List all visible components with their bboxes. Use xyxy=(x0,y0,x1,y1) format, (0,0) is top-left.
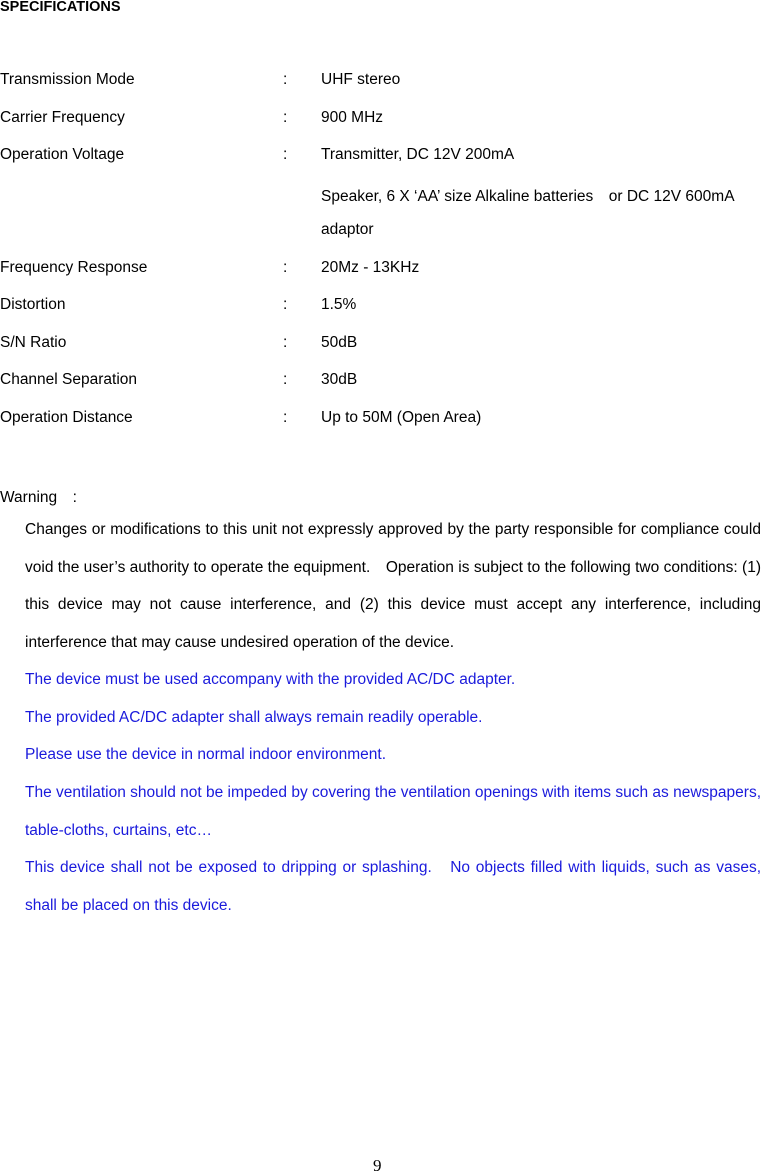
specifications-heading: SPECIFICATIONS xyxy=(0,0,121,15)
spec-label: Distortion xyxy=(0,296,66,313)
warning-paragraph-dripping: This device shall not be exposed to dripping or splashing. No objects filled with liquids, such as vases, shall be placed on this device. xyxy=(25,859,761,914)
spec-label: Channel Separation xyxy=(0,371,138,388)
warning-paragraph-ventilation: The ventilation should not be impeded by covering the ventilation openings with items such as newspapers, table-cloths, curtains, etc… xyxy=(25,784,761,839)
spec-label: Operation Distance xyxy=(0,409,133,426)
spec-row-carrier-frequency xyxy=(0,109,766,133)
spec-colon: : xyxy=(283,109,288,126)
spec-colon: : xyxy=(283,146,288,163)
spec-label: Operation Voltage xyxy=(0,146,125,163)
spec-colon: : xyxy=(283,71,288,88)
spec-value: Transmitter, DC 12V 200mA xyxy=(321,146,515,163)
warning-paragraph-fcc: Changes or modifications to this unit not expressly approved by the party responsible for compliance could void the user’s authority to operate the equipment. Operation is subject to the following two conditions: (1) this device may not cause interference, and (2) this device must accept any interference, including interference that may cause undesired operation of the device. xyxy=(25,521,761,651)
spec-value: UHF stereo xyxy=(321,71,401,88)
spec-colon: : xyxy=(283,296,288,313)
spec-label: Transmission Mode xyxy=(0,71,135,88)
spec-colon: : xyxy=(283,334,288,351)
spec-colon: : xyxy=(283,371,288,388)
warning-label: Warning : xyxy=(0,489,77,506)
spec-row-channel-separation xyxy=(0,371,766,395)
spec-colon: : xyxy=(283,259,288,276)
warning-paragraph-adapter: The device must be used accompany with the provided AC/DC adapter. xyxy=(25,671,516,688)
spec-value: 30dB xyxy=(321,371,358,388)
spec-row-distortion xyxy=(0,296,766,320)
spec-label: Frequency Response xyxy=(0,259,148,276)
page-number: 9 xyxy=(373,1156,382,1175)
warning-paragraph-adapter-operable: The provided AC/DC adapter shall always remain readily operable. xyxy=(25,709,483,726)
spec-row-sn-ratio xyxy=(0,334,766,358)
spec-value: 50dB xyxy=(321,334,358,351)
spec-row-transmission-mode xyxy=(0,71,766,95)
spec-value: Speaker, 6 X ‘AA’ size Alkaline batteries or DC 12V 600mA xyxy=(321,188,735,205)
spec-value: adaptor xyxy=(321,221,374,238)
spec-row-operation-voltage-cont-2 xyxy=(0,221,766,245)
spec-row-operation-distance xyxy=(0,409,766,433)
spec-row-frequency-response xyxy=(0,259,766,283)
spec-row-operation-voltage xyxy=(0,146,766,170)
spec-row-operation-voltage-cont-1 xyxy=(0,184,766,208)
warning-paragraph-indoor: Please use the device in normal indoor environment. xyxy=(25,746,387,763)
spec-value: 1.5% xyxy=(321,296,357,313)
spec-label: S/N Ratio xyxy=(0,334,67,351)
spec-value: Up to 50M (Open Area) xyxy=(321,409,482,426)
spec-value: 900 MHz xyxy=(321,109,384,126)
spec-value: 20Mz - 13KHz xyxy=(321,259,420,276)
spec-label: Carrier Frequency xyxy=(0,109,125,126)
spec-colon: : xyxy=(283,409,288,426)
